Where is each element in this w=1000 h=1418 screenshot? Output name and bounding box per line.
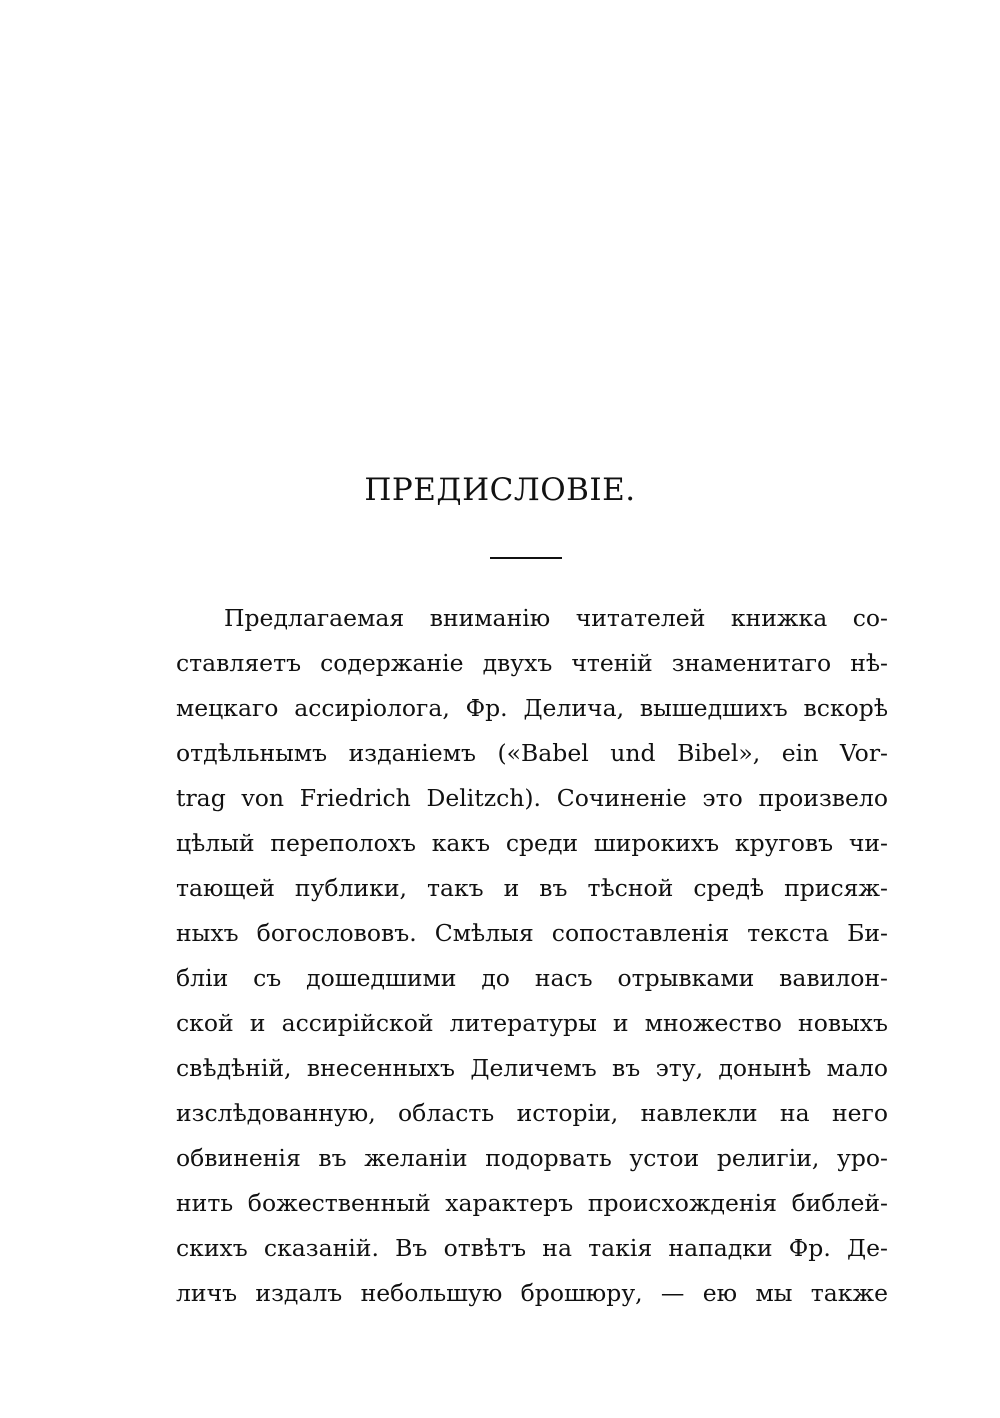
text-line: изслѣдованную, область исторіи, навлекли на него bbox=[176, 1099, 888, 1127]
text-line: скихъ сказаній. Въ отвѣтъ на такія нападки Фр. Де- bbox=[176, 1234, 888, 1262]
text-line: бліи съ дошедшими до насъ отрывками вавилон- bbox=[176, 964, 888, 992]
text-line: свѣдѣній, внесенныхъ Деличемъ въ эту, донынѣ мало bbox=[176, 1054, 888, 1082]
text-line: нить божественный характеръ происхожденія библей- bbox=[176, 1189, 888, 1217]
title-divider bbox=[490, 557, 562, 559]
text-line: Предлагаемая вниманію читателей книжка со- bbox=[224, 604, 888, 632]
text-line: отдѣльнымъ изданіемъ («Babel und Bibel», ein Vor- bbox=[176, 739, 888, 767]
text-line: ставляетъ содержаніе двухъ чтеній знаменитаго нѣ- bbox=[176, 649, 888, 677]
text-line: личъ издалъ небольшую брошюру, — ею мы также bbox=[176, 1279, 888, 1307]
text-line: обвиненія въ желаніи подорвать устои религіи, уро- bbox=[176, 1144, 888, 1172]
text-line: тающей публики, такъ и въ тѣсной средѣ присяж- bbox=[176, 874, 888, 902]
preface-paragraph bbox=[176, 596, 888, 1316]
text-line: мецкаго ассиріолога, Фр. Делича, вышедшихъ вскорѣ bbox=[176, 694, 888, 722]
page-title: ПРЕДИСЛОВІЕ. bbox=[364, 472, 636, 508]
text-line: цѣлый переполохъ какъ среди широкихъ круговъ чи- bbox=[176, 829, 888, 857]
text-line: ныхъ богослововъ. Смѣлыя сопоставленія текста Би- bbox=[176, 919, 888, 947]
text-line: ской и ассирійской литературы и множество новыхъ bbox=[176, 1009, 888, 1037]
text-line: trag von Friedrich Delitzch). Сочиненіе это произвело bbox=[176, 784, 888, 812]
